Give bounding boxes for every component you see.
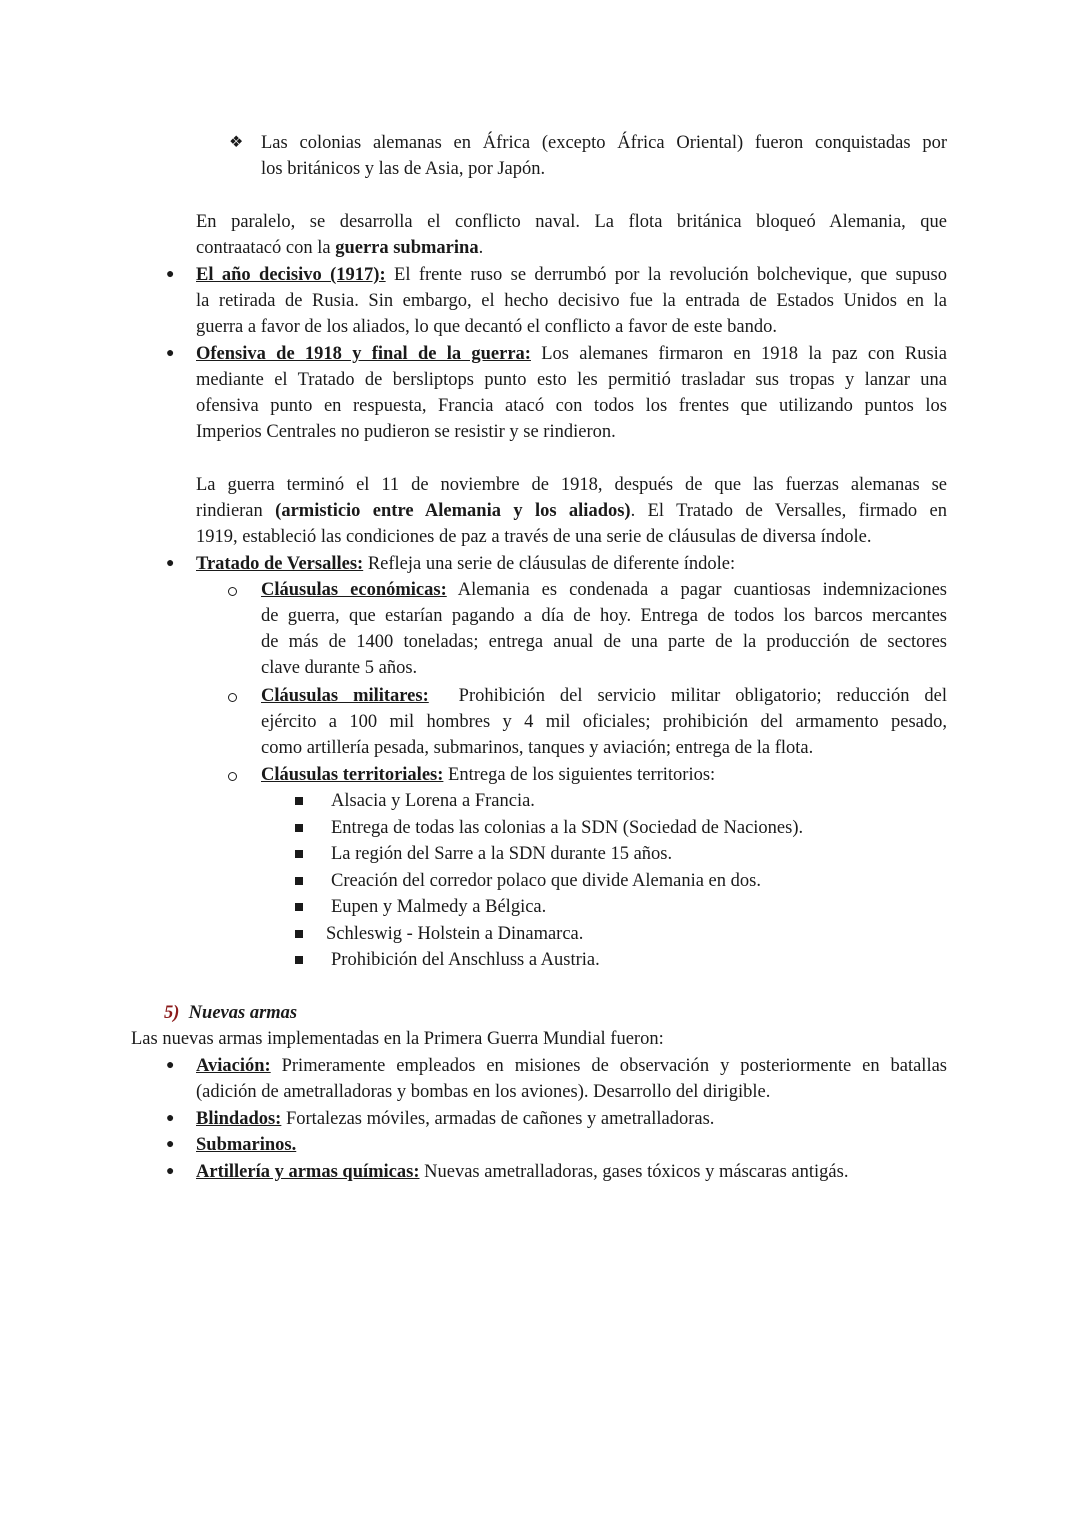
economic-title: Cláusulas económicas: [261, 580, 447, 600]
economic-line-4: clave durante 5 años. [261, 658, 418, 678]
naval-bold-term: guerra submarina [335, 238, 479, 258]
territory-item: Prohibición del Anschluss a Austria. [331, 950, 600, 970]
end-line-3: 1919, estableció las condiciones de paz a través de una serie de cláusulas de diversa índole. [196, 527, 872, 547]
year1917-line-3: guerra a favor de los aliados, lo que decantó el conflicto a favor de este bando. [196, 317, 777, 337]
bullet-icon: ● [166, 1111, 175, 1126]
offensive-line-2: mediante el Tratado de bersliptops punto esto les permitió trasladar sus tropas y lanzar una [196, 370, 947, 390]
versailles-title: Tratado de Versalles: [196, 554, 364, 574]
submarines-line [196, 1132, 296, 1158]
bullet-icon: ● [166, 267, 175, 282]
end-line-1: La guerra terminó el 11 de noviembre de 1918, después de que las fuerzas alemanas se [196, 475, 947, 495]
economic-line-3: de más de 1400 toneladas; entrega anual de una parte de la producción de sectores [261, 632, 947, 652]
artillery-line: Artillería y armas químicas: Nuevas ametralladoras, gases tóxicos y máscaras antigás. [196, 1162, 849, 1182]
bullet-icon: ● [166, 346, 175, 361]
bullet-icon: ● [166, 1058, 175, 1073]
military-title: Cláusulas militares: [261, 686, 429, 706]
square-bullet-icon [295, 824, 303, 832]
territory-item: La región del Sarre a la SDN durante 15 años. [331, 844, 673, 864]
year1917-line-1: El año decisivo (1917): El frente ruso se derrumbó por la revolución bolchevique, que supuso [196, 265, 947, 285]
square-bullet-icon [295, 903, 303, 911]
square-bullet-icon [295, 877, 303, 885]
territorial-title: Cláusulas territoriales: [261, 765, 444, 785]
aviation-line-1: Aviación: Primeramente empleados en misiones de observación y posteriormente en batallas [196, 1056, 947, 1076]
square-bullet-icon [295, 850, 303, 858]
aviation-title: Aviación: [196, 1056, 271, 1076]
offensive-line-3: ofensiva punto en respuesta, Francia atacó con todos los frentes que utilizando puntos los [196, 396, 947, 416]
territory-item: Alsacia y Lorena a Francia. [331, 791, 535, 811]
diamond-bullet-icon: ❖ [229, 134, 244, 151]
territory-item: Creación del corredor polaco que divide Alemania en dos. [331, 871, 761, 891]
artillery-title: Artillería y armas químicas: [196, 1162, 420, 1182]
economic-line-1: Cláusulas económicas: Alemania es condenada a pagar cuantiosas indemnizaciones [261, 580, 947, 600]
military-line-3: como artillería pesada, submarinos, tanques y aviación; entrega de la flota. [261, 738, 814, 758]
naval-line-1: En paralelo, se desarrolla el conflicto naval. La flota británica bloqueó Alemania, que [196, 212, 947, 232]
military-line-1: Cláusulas militares: Prohibición del servicio militar obligatorio; reducción del [261, 686, 948, 706]
aviation-line-2: (adición de ametralladoras y bombas en los aviones). Desarrollo del dirigible. [196, 1082, 771, 1102]
colonies-line-2: los británicos y las de Asia, por Japón. [261, 159, 546, 179]
square-bullet-icon [295, 956, 303, 964]
naval-line-2: contraatacó con la guerra submarina. [196, 238, 484, 258]
offensive-line-4: Imperios Centrales no pudieron se resistir y se rindieron. [196, 422, 616, 442]
circle-bullet-icon [228, 587, 237, 596]
territory-item: Schleswig - Holstein a Dinamarca. [326, 924, 584, 944]
versailles-line: Tratado de Versalles: Refleja una serie de cláusulas de diferente índole: [196, 554, 736, 574]
colonies-line-1: Las colonias alemanas en África (excepto África Oriental) fueron conquistadas por [261, 133, 947, 153]
section5-title: Nuevas armas [188, 1003, 298, 1023]
territorial-line: Cláusulas territoriales: Entrega de los siguientes territorios: [261, 765, 716, 785]
armored-title: Blindados: [196, 1109, 282, 1129]
circle-bullet-icon [228, 693, 237, 702]
territory-item: Eupen y Malmedy a Bélgica. [331, 897, 547, 917]
section5-number: 5) [164, 1003, 180, 1023]
offensive-line-1: Ofensiva de 1918 y final de la guerra: Los alemanes firmaron en 1918 la paz con Rusia [196, 344, 948, 364]
square-bullet-icon [295, 797, 303, 805]
year1917-title: El año decisivo (1917): [196, 265, 386, 285]
armistice-bold: (armisticio entre Alemania y los aliados) [275, 501, 631, 521]
armored-line: Blindados: Fortalezas móviles, armadas de cañones y ametralladoras. [196, 1109, 715, 1129]
economic-line-2: de guerra, que estarían pagando a día de hoy. Entrega de todos los barcos mercantes [261, 606, 947, 626]
offensive-title: Ofensiva de 1918 y final de la guerra: [196, 344, 531, 364]
end-line-2: rindieran (armisticio entre Alemania y los aliados). El Tratado de Versalles, firmado en [196, 501, 947, 521]
circle-bullet-icon [228, 772, 237, 781]
bullet-icon: ● [166, 556, 175, 571]
bullet-icon: ● [166, 1164, 175, 1179]
square-bullet-icon [295, 930, 303, 938]
section5-intro: Las nuevas armas implementadas en la Primera Guerra Mundial fueron: [131, 1029, 664, 1049]
bullet-icon: ● [166, 1137, 175, 1152]
military-line-2: ejército a 100 mil hombres y 4 mil oficiales; prohibición del armamento pesado, [261, 712, 947, 732]
year1917-line-2: la retirada de Rusia. Sin embargo, el hecho decisivo fue la entrada de Estados Unidos en la [196, 291, 947, 311]
submarines-title: Submarinos. [196, 1135, 297, 1155]
territory-item: Entrega de todas las colonias a la SDN (Sociedad de Naciones). [331, 818, 804, 838]
section5-heading [164, 1000, 297, 1026]
